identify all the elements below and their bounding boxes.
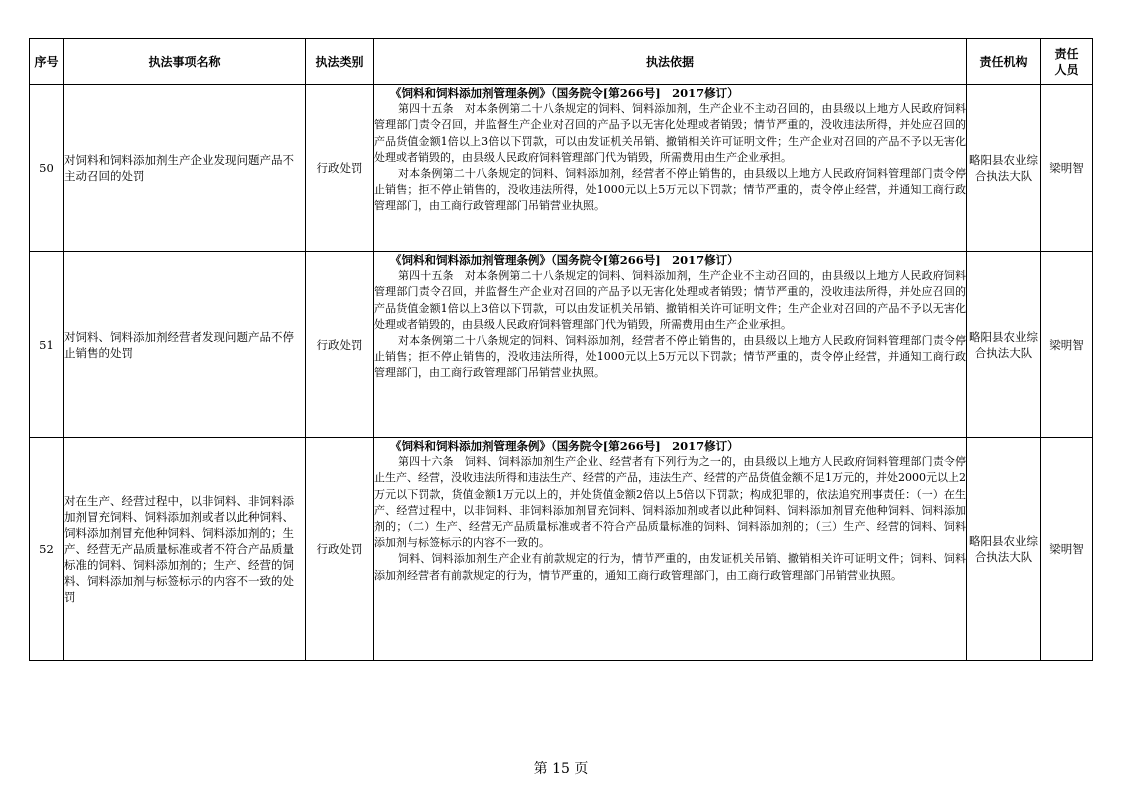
header-person: 责任人员 bbox=[1041, 39, 1093, 85]
row-category: 行政处罚 bbox=[306, 438, 374, 661]
header-org: 责任机构 bbox=[967, 39, 1041, 85]
table-row bbox=[30, 85, 1093, 252]
basis-paragraph: 饲料、饲料添加剂生产企业有前款规定的行为，情节严重的，由发证机关吊销、撤销相关许可证明文件；饲料、饲料添加剂经营者有前款规定的行为，情节严重的，通知工商行政管理部门，由工商行政管理部门吊销营业执照。 bbox=[374, 552, 966, 582]
basis-paragraph: 对本条例第二十八条规定的饲料、饲料添加剂，经营者不停止销售的，由县级以上地方人民政府饲料管理部门责令停止销售；拒不停止销售的，没收违法所得，处1000元以上5万元以下罚款；情节严重的，责令停止经营，并通知工商行政管理部门，由工商行政管理部门吊销营业执照。 bbox=[374, 334, 966, 380]
law-title: 《饲料和饲料添加剂管理条例》（国务院令[第266号] 2017修订） bbox=[390, 86, 739, 100]
row-person: 梁明智 bbox=[1041, 85, 1093, 252]
header-seq: 序号 bbox=[30, 39, 64, 85]
row-person: 梁明智 bbox=[1041, 252, 1093, 438]
table-row bbox=[30, 252, 1093, 438]
row-seq: 52 bbox=[30, 438, 64, 661]
basis-paragraph: 第四十五条 对本条例第二十八条规定的饲料、饲料添加剂，生产企业不主动召回的，由县级以上地方人民政府饲料管理部门责令召回，并监督生产企业对召回的产品予以无害化处理或者销毁；情节严重的，没收违法所得，并处应召回的产品货值金额1倍以上3倍以下罚款，可以由发证机关吊销、撤销相关许可证明文件；生产企业对召回的产品不予以无害化处理或者销毁的，由县级人民政府饲料管理部门代为销毁，所需费用由生产企业承担。 bbox=[374, 102, 966, 164]
basis-paragraph: 第四十五条 对本条例第二十八条规定的饲料、饲料添加剂，生产企业不主动召回的，由县级以上地方人民政府饲料管理部门责令召回，并监督生产企业对召回的产品予以无害化处理或者销毁；情节严重的，没收违法所得，并处应召回的产品货值金额1倍以上3倍以下罚款，可以由发证机关吊销、撤销相关许可证明文件；生产企业对召回的产品不予以无害化处理或者销毁的，由县级人民政府饲料管理部门代为销毁，所需费用由生产企业承担。 bbox=[374, 269, 966, 331]
row-item-name: 对饲料、饲料添加剂经营者发现问题产品不停止销售的处罚 bbox=[64, 252, 306, 438]
basis-paragraph: 第四十六条 饲料、饲料添加剂生产企业、经营者有下列行为之一的，由县级以上地方人民政府饲料管理部门责令停止生产、经营，没收违法所得和违法生产、经营的产品，违法生产、经营的产品货值金额不足1万元的，并处2000元以上2万元以下罚款，货值金额1万元以上的，并处货值金额2倍以上5倍以下罚款；构成犯罪的，依法追究刑事责任：（一）在生产、经营过程中，以非饲料、非饲料添加剂冒充饲料、饲料添加剂或者以此种饲料、饲料添加剂冒充他种饲料、饲料添加剂的；（二）生产、经营无产品质量标准或者不符合产品质量标准的饲料、饲料添加剂的；（三）生产、经营的饲料、饲料添加剂与标签标示的内容不一致的。 bbox=[374, 455, 966, 550]
header-item-name: 执法事项名称 bbox=[64, 39, 306, 85]
row-org: 略阳县农业综合执法大队 bbox=[967, 252, 1041, 438]
row-basis bbox=[374, 438, 967, 661]
basis-paragraph: 对本条例第二十八条规定的饲料、饲料添加剂，经营者不停止销售的，由县级以上地方人民政府饲料管理部门责令停止销售；拒不停止销售的，没收违法所得，处1000元以上5万元以下罚款；情节严重的，责令停止经营，并通知工商行政管理部门，由工商行政管理部门吊销营业执照。 bbox=[374, 167, 966, 213]
header-basis: 执法依据 bbox=[374, 39, 967, 85]
row-category: 行政处罚 bbox=[306, 252, 374, 438]
row-item-name: 对饲料和饲料添加剂生产企业发现问题产品不主动召回的处罚 bbox=[64, 85, 306, 252]
row-seq: 50 bbox=[30, 85, 64, 252]
row-item-name: 对在生产、经营过程中，以非饲料、非饲料添加剂冒充饲料、饲料添加剂或者以此种饲料、饲料添加剂冒充他种饲料、饲料添加剂的；生产、经营无产品质量标准或者不符合产品质量标准的饲料、饲料添加剂的；生产、经营的饲料、饲料添加剂与标签标示的内容不一致的处罚 bbox=[64, 438, 306, 661]
row-category: 行政处罚 bbox=[306, 85, 374, 252]
enforcement-table bbox=[29, 38, 1093, 661]
row-seq: 51 bbox=[30, 252, 64, 438]
table-row bbox=[30, 438, 1093, 661]
header-category: 执法类别 bbox=[306, 39, 374, 85]
row-person: 梁明智 bbox=[1041, 438, 1093, 661]
row-basis bbox=[374, 252, 967, 438]
row-basis bbox=[374, 85, 967, 252]
law-title: 《饲料和饲料添加剂管理条例》（国务院令[第266号] 2017修订） bbox=[390, 253, 739, 267]
row-org: 略阳县农业综合执法大队 bbox=[967, 438, 1041, 661]
row-org: 略阳县农业综合执法大队 bbox=[967, 85, 1041, 252]
law-title: 《饲料和饲料添加剂管理条例》（国务院令[第266号] 2017修订） bbox=[390, 439, 739, 453]
page-number: 第 15 页 bbox=[533, 761, 589, 777]
header-row bbox=[30, 39, 1093, 85]
